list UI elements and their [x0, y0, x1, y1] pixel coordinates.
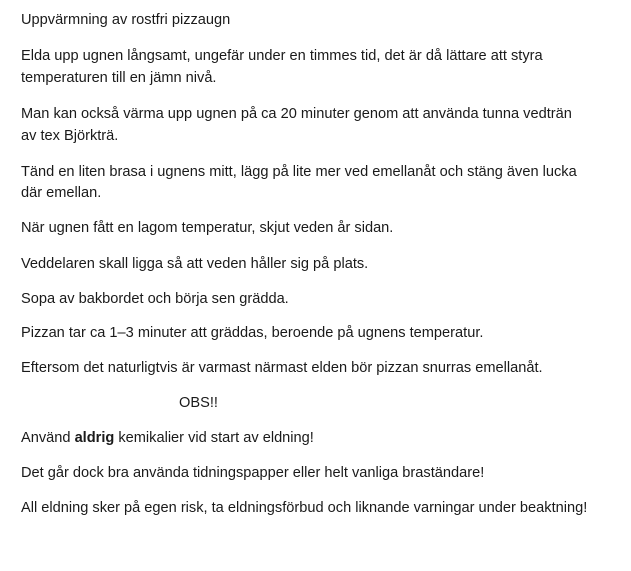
paragraph-3-line-2: där emellan. [21, 185, 102, 201]
paragraph-2-line-2: av tex Björkträ. [21, 128, 119, 144]
paragraph-4: När ugnen fått en lagom temperatur, skjut veden år sidan. [21, 220, 394, 236]
disclaimer-paragraph: All eldning sker på egen risk, ta eldningsförbud och liknande varningar under beaktning! [21, 500, 588, 516]
document-title: Uppvärmning av rostfri pizzaugn [21, 12, 231, 28]
tip-paragraph: Det går dock bra använda tidningspapper eller helt vanliga braständare! [21, 465, 485, 481]
paragraph-8: Eftersom det naturligtvis är varmast närmast elden bör pizzan snurras emellanåt. [21, 360, 543, 376]
paragraph-1-line-1: Elda upp ugnen långsamt, ungefär under en timmes tid, det är då lättare att styra [21, 48, 543, 64]
warning-text-bold: aldrig [74, 430, 115, 446]
warning-text-pre: Använd [21, 430, 75, 446]
paragraph-1-line-2: temperaturen till en jämn nivå. [21, 70, 217, 86]
paragraph-3-line-1: Tänd en liten brasa i ugnens mitt, lägg på lite mer ved emellanåt och stäng även lucka [21, 164, 577, 180]
paragraph-2-line-1: Man kan också värma upp ugnen på ca 20 minuter genom att använda tunna vedträn [21, 106, 572, 122]
obs-heading: OBS!! [179, 395, 218, 411]
paragraph-7: Pizzan tar ca 1–3 minuter att gräddas, beroende på ugnens temperatur. [21, 325, 484, 341]
warning-paragraph [21, 428, 314, 448]
paragraph-6: Sopa av bakbordet och börja sen grädda. [21, 291, 289, 307]
paragraph-5: Veddelaren skall ligga så att veden håller sig på plats. [21, 256, 369, 272]
warning-text-post: kemikalier vid start av eldning! [114, 430, 314, 446]
